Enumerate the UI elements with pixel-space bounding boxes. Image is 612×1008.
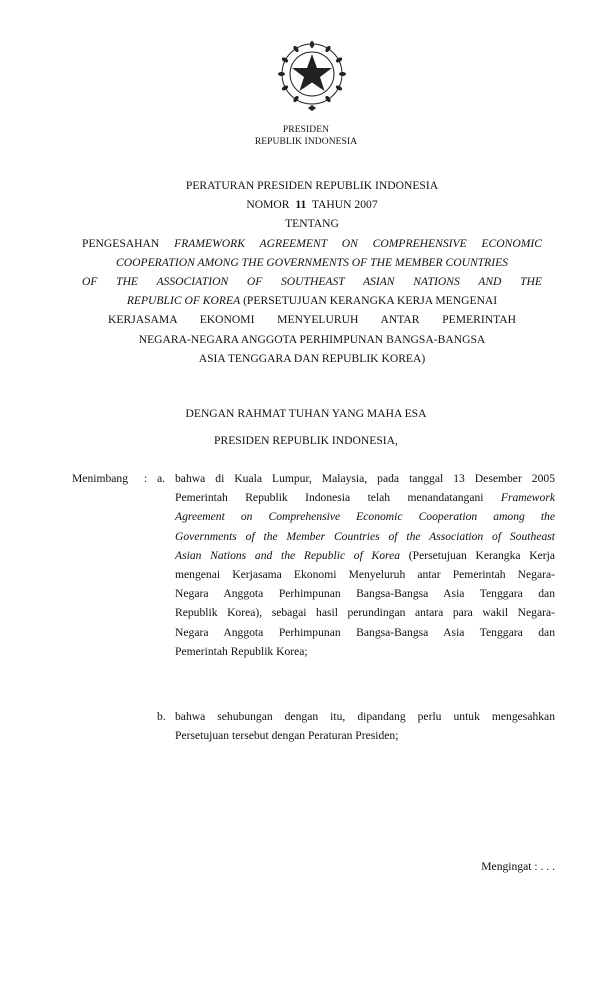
paragraph-line: Governments of the Member Countries of the Association of Southeast	[175, 529, 555, 543]
president-line: PRESIDEN REPUBLIK INDONESIA,	[214, 434, 398, 447]
item-b-text	[175, 707, 555, 745]
next-page-catchword: Mengingat : . . .	[481, 860, 555, 873]
state-emblem-icon	[272, 36, 352, 114]
subject-line: NEGARA-NEGARA ANGGOTA PERHIMPUNAN BANGSA-BANGSA	[138, 332, 486, 346]
menimbang-colon: :	[144, 472, 148, 485]
item-b-marker: b.	[157, 710, 166, 723]
paragraph-line: Agreement on Comprehensive Economic Cooperation among the	[175, 510, 555, 524]
subject-line: OF THE ASSOCIATION OF SOUTHEAST ASIAN NATIONS AND THE	[82, 275, 542, 289]
subject-line: COOPERATION AMONG THE GOVERNMENTS OF THE MEMBER COUNTRIES	[116, 255, 508, 269]
nomor-prefix: NOMOR	[246, 198, 290, 212]
paragraph-line: Negara Anggota Perhimpunan Bangsa-Bangsa Asia Tenggara dan	[175, 587, 555, 601]
paragraph-line: Asian Nations and the Republic of Korea (Persetujuan Kerangka Kerja	[175, 548, 555, 562]
subject-line: PENGESAHAN FRAMEWORK AGREEMENT ON COMPREHENSIVE ECONOMIC	[82, 236, 543, 250]
paragraph-line: mengenai Kerjasama Ekonomi Menyeluruh antar Pemerintah Negara-	[175, 568, 555, 582]
tahun: TAHUN 2007	[311, 198, 378, 212]
paragraph-line: Negara Anggota Perhimpunan Bangsa-Bangsa Asia Tenggara dan	[175, 625, 555, 639]
paragraph-line: Pemerintah Republik Korea;	[175, 644, 308, 658]
title-number-line	[82, 195, 542, 214]
nomor-value: 11	[295, 198, 307, 212]
menimbang-label: Menimbang	[72, 472, 129, 485]
item-a-text	[175, 469, 555, 661]
tentang-line: TENTANG	[285, 217, 339, 231]
subject-line: ASIA TENGGARA DAN REPUBLIK KOREA)	[198, 351, 426, 365]
rahmat-line: DENGAN RAHMAT TUHAN YANG MAHA ESA	[185, 407, 427, 420]
paragraph-line: bahwa di Kuala Lumpur, Malaysia, pada tanggal 13 Desember 2005	[175, 472, 555, 485]
header-office-line2: REPUBLIK INDONESIA	[254, 137, 358, 147]
paragraph-line: bahwa sehubungan dengan itu, dipandang perlu untuk mengesahkan	[175, 710, 555, 723]
paragraph-line: Pemerintah Republik Indonesia telah menandatangani Framework	[175, 491, 555, 505]
paragraph-line: Republik Korea), sebagai hasil perundingan antara para wakil Negara-	[175, 606, 555, 620]
subject-line: KERJASAMA EKONOMI MENYELURUH ANTAR PEMERINTAH	[108, 313, 516, 327]
paragraph-line: Persetujuan tersebut dengan Peraturan Presiden;	[175, 729, 399, 743]
item-a-marker: a.	[157, 472, 166, 485]
regulation-title	[82, 176, 542, 368]
title-line: PERATURAN PRESIDEN REPUBLIK INDONESIA	[185, 179, 439, 192]
header-office-line1: PRESIDEN	[282, 125, 330, 135]
subject-line: REPUBLIC OF KOREA (PERSETUJUAN KERANGKA KERJA MENGENAI	[126, 294, 498, 308]
